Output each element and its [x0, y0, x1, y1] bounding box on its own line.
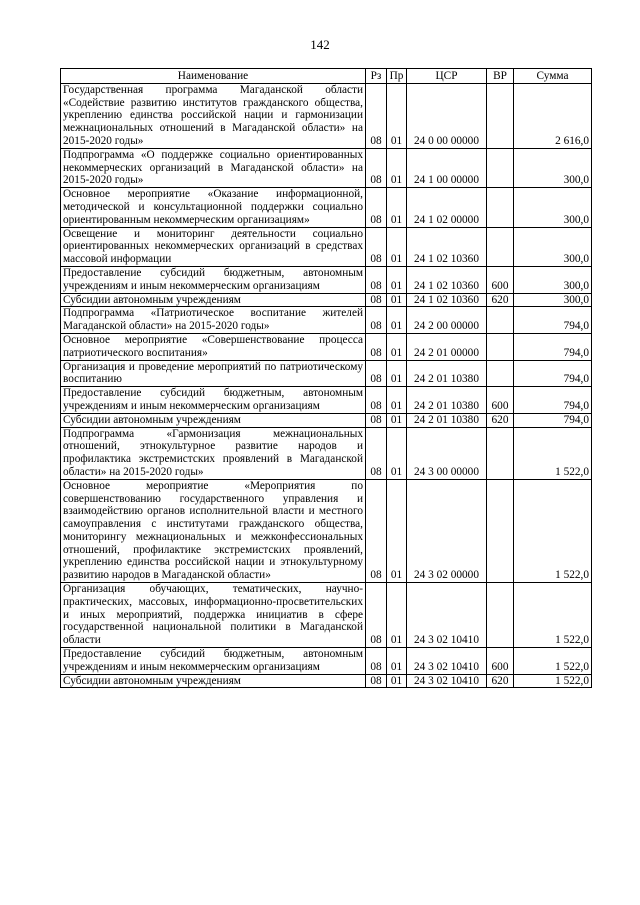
row-csr-cell: 24 2 00 00000	[407, 307, 487, 334]
budget-table	[60, 68, 592, 688]
row-csr-cell: 24 1 02 10360	[407, 293, 487, 307]
table-row	[61, 479, 592, 582]
row-csr-cell: 24 0 00 00000	[407, 83, 487, 148]
row-name-cell: Подпрограмма «О поддержке социально ориентированных некоммерческих организаций в Магаданской области» на 2015-2020 годы»	[61, 148, 366, 187]
row-sum-cell: 300,0	[514, 148, 592, 187]
row-sum-cell: 1 522,0	[514, 583, 592, 648]
table-row	[61, 188, 592, 227]
table-row	[61, 307, 592, 334]
header-vr: ВР	[487, 69, 514, 84]
table-row	[61, 413, 592, 427]
row-vr-cell	[487, 227, 514, 266]
header-name: Наименование	[61, 69, 366, 84]
row-sum-cell: 2 616,0	[514, 83, 592, 148]
row-pr-cell: 01	[387, 360, 407, 387]
row-csr-cell: 24 2 01 10380	[407, 360, 487, 387]
table-row	[61, 648, 592, 675]
row-name-cell: Субсидии автономным учреждениям	[61, 674, 366, 688]
row-pr-cell: 01	[387, 148, 407, 187]
row-sum-cell: 1 522,0	[514, 427, 592, 479]
row-sum-cell: 300,0	[514, 227, 592, 266]
row-name-cell: Подпрограмма «Патриотическое воспитание жителей Магаданской области» на 2015-2020 годы»	[61, 307, 366, 334]
row-pr-cell: 01	[387, 427, 407, 479]
row-rz-cell: 08	[366, 479, 387, 582]
row-rz-cell: 08	[366, 413, 387, 427]
row-csr-cell: 24 1 02 10360	[407, 266, 487, 293]
row-name-cell: Субсидии автономным учреждениям	[61, 413, 366, 427]
row-rz-cell: 08	[366, 674, 387, 688]
row-vr-cell	[487, 583, 514, 648]
row-sum-cell: 794,0	[514, 413, 592, 427]
row-sum-cell: 1 522,0	[514, 674, 592, 688]
table-row	[61, 583, 592, 648]
row-rz-cell: 08	[366, 227, 387, 266]
row-name-cell: Государственная программа Магаданской области «Содействие развитию институтов гражданского общества, укреплению единства российской нации и гармонизации межнациональных отношений в Магаданской области» на 2015-2020 годы»	[61, 83, 366, 148]
row-vr-cell: 600	[487, 387, 514, 414]
row-sum-cell: 794,0	[514, 387, 592, 414]
row-name-cell: Организация и проведение мероприятий по патриотическому воспитанию	[61, 360, 366, 387]
table-row	[61, 427, 592, 479]
row-sum-cell: 794,0	[514, 307, 592, 334]
row-vr-cell: 620	[487, 413, 514, 427]
row-pr-cell: 01	[387, 387, 407, 414]
table-row	[61, 387, 592, 414]
row-rz-cell: 08	[366, 293, 387, 307]
row-vr-cell	[487, 148, 514, 187]
row-name-cell: Организация обучающих, тематических, научно-практических, массовых, информационно-просветительских и иных мероприятий, поддержка инициатив в сфере государственной национальной политики в Магаданской области	[61, 583, 366, 648]
row-name-cell: Подпрограмма «Гармонизация межнациональных отношений, этнокультурное развитие народов и профилактика экстремистских проявлений в Магаданской области» на 2015-2020 годы»	[61, 427, 366, 479]
row-vr-cell: 600	[487, 648, 514, 675]
row-rz-cell: 08	[366, 148, 387, 187]
row-csr-cell: 24 1 02 10360	[407, 227, 487, 266]
header-rz: Рз	[366, 69, 387, 84]
row-csr-cell: 24 3 00 00000	[407, 427, 487, 479]
row-rz-cell: 08	[366, 387, 387, 414]
row-pr-cell: 01	[387, 413, 407, 427]
row-sum-cell: 1 522,0	[514, 648, 592, 675]
row-csr-cell: 24 1 02 00000	[407, 188, 487, 227]
table-row	[61, 83, 592, 148]
row-rz-cell: 08	[366, 266, 387, 293]
row-pr-cell: 01	[387, 479, 407, 582]
row-sum-cell: 300,0	[514, 293, 592, 307]
row-vr-cell	[487, 83, 514, 148]
table-row	[61, 360, 592, 387]
row-vr-cell: 620	[487, 293, 514, 307]
table-header-row	[61, 69, 592, 84]
row-sum-cell: 794,0	[514, 333, 592, 360]
row-rz-cell: 08	[366, 427, 387, 479]
row-pr-cell: 01	[387, 307, 407, 334]
table-row	[61, 333, 592, 360]
row-pr-cell: 01	[387, 266, 407, 293]
row-pr-cell: 01	[387, 583, 407, 648]
row-rz-cell: 08	[366, 188, 387, 227]
row-vr-cell	[487, 360, 514, 387]
row-name-cell: Предоставление субсидий бюджетным, автономным учреждениям и иным некоммерческим организациям	[61, 387, 366, 414]
row-name-cell: Основное мероприятие «Оказание информационной, методической и консультационной поддержки социально ориентированным некоммерческим организациям»	[61, 188, 366, 227]
table-row	[61, 148, 592, 187]
header-csr: ЦСР	[407, 69, 487, 84]
table-body	[61, 83, 592, 688]
row-vr-cell: 600	[487, 266, 514, 293]
row-pr-cell: 01	[387, 293, 407, 307]
row-csr-cell: 24 2 01 00000	[407, 333, 487, 360]
row-csr-cell: 24 3 02 00000	[407, 479, 487, 582]
header-sum: Сумма	[514, 69, 592, 84]
row-sum-cell: 794,0	[514, 360, 592, 387]
row-sum-cell: 1 522,0	[514, 479, 592, 582]
row-vr-cell	[487, 333, 514, 360]
row-vr-cell: 620	[487, 674, 514, 688]
row-name-cell: Субсидии автономным учреждениям	[61, 293, 366, 307]
row-rz-cell: 08	[366, 360, 387, 387]
table-row	[61, 293, 592, 307]
row-vr-cell	[487, 307, 514, 334]
row-csr-cell: 24 3 02 10410	[407, 648, 487, 675]
table-row	[61, 227, 592, 266]
row-name-cell: Освещение и мониторинг деятельности социально ориентированных некоммерческих организаций в средствах массовой информации	[61, 227, 366, 266]
row-rz-cell: 08	[366, 583, 387, 648]
row-rz-cell: 08	[366, 307, 387, 334]
row-pr-cell: 01	[387, 188, 407, 227]
row-name-cell: Предоставление субсидий бюджетным, автономным учреждениям и иным некоммерческим организациям	[61, 648, 366, 675]
row-name-cell: Основное мероприятие «Мероприятия по совершенствованию государственного управления и взаимодействию органов исполнительной власти и местного самоуправления с институтами гражданского общества, мониторингу межнациональных и межконфессиональных отношений, профилактике экстремистских проявлений, укреплению единства российской нации и этнокультурному развитию народов в Магаданской области»	[61, 479, 366, 582]
table-row	[61, 266, 592, 293]
row-pr-cell: 01	[387, 83, 407, 148]
row-csr-cell: 24 2 01 10380	[407, 413, 487, 427]
row-vr-cell	[487, 427, 514, 479]
row-pr-cell: 01	[387, 333, 407, 360]
row-sum-cell: 300,0	[514, 266, 592, 293]
row-sum-cell: 300,0	[514, 188, 592, 227]
row-pr-cell: 01	[387, 227, 407, 266]
row-rz-cell: 08	[366, 648, 387, 675]
row-csr-cell: 24 3 02 10410	[407, 674, 487, 688]
page-number: 142	[310, 37, 330, 52]
row-csr-cell: 24 1 00 00000	[407, 148, 487, 187]
row-rz-cell: 08	[366, 333, 387, 360]
table-row	[61, 674, 592, 688]
row-pr-cell: 01	[387, 648, 407, 675]
row-name-cell: Предоставление субсидий бюджетным, автономным учреждениям и иным некоммерческим организациям	[61, 266, 366, 293]
header-pr: Пр	[387, 69, 407, 84]
row-csr-cell: 24 3 02 10410	[407, 583, 487, 648]
row-pr-cell: 01	[387, 674, 407, 688]
row-vr-cell	[487, 188, 514, 227]
row-vr-cell	[487, 479, 514, 582]
row-name-cell: Основное мероприятие «Совершенствование процесса патриотического воспитания»	[61, 333, 366, 360]
row-csr-cell: 24 2 01 10380	[407, 387, 487, 414]
row-rz-cell: 08	[366, 83, 387, 148]
